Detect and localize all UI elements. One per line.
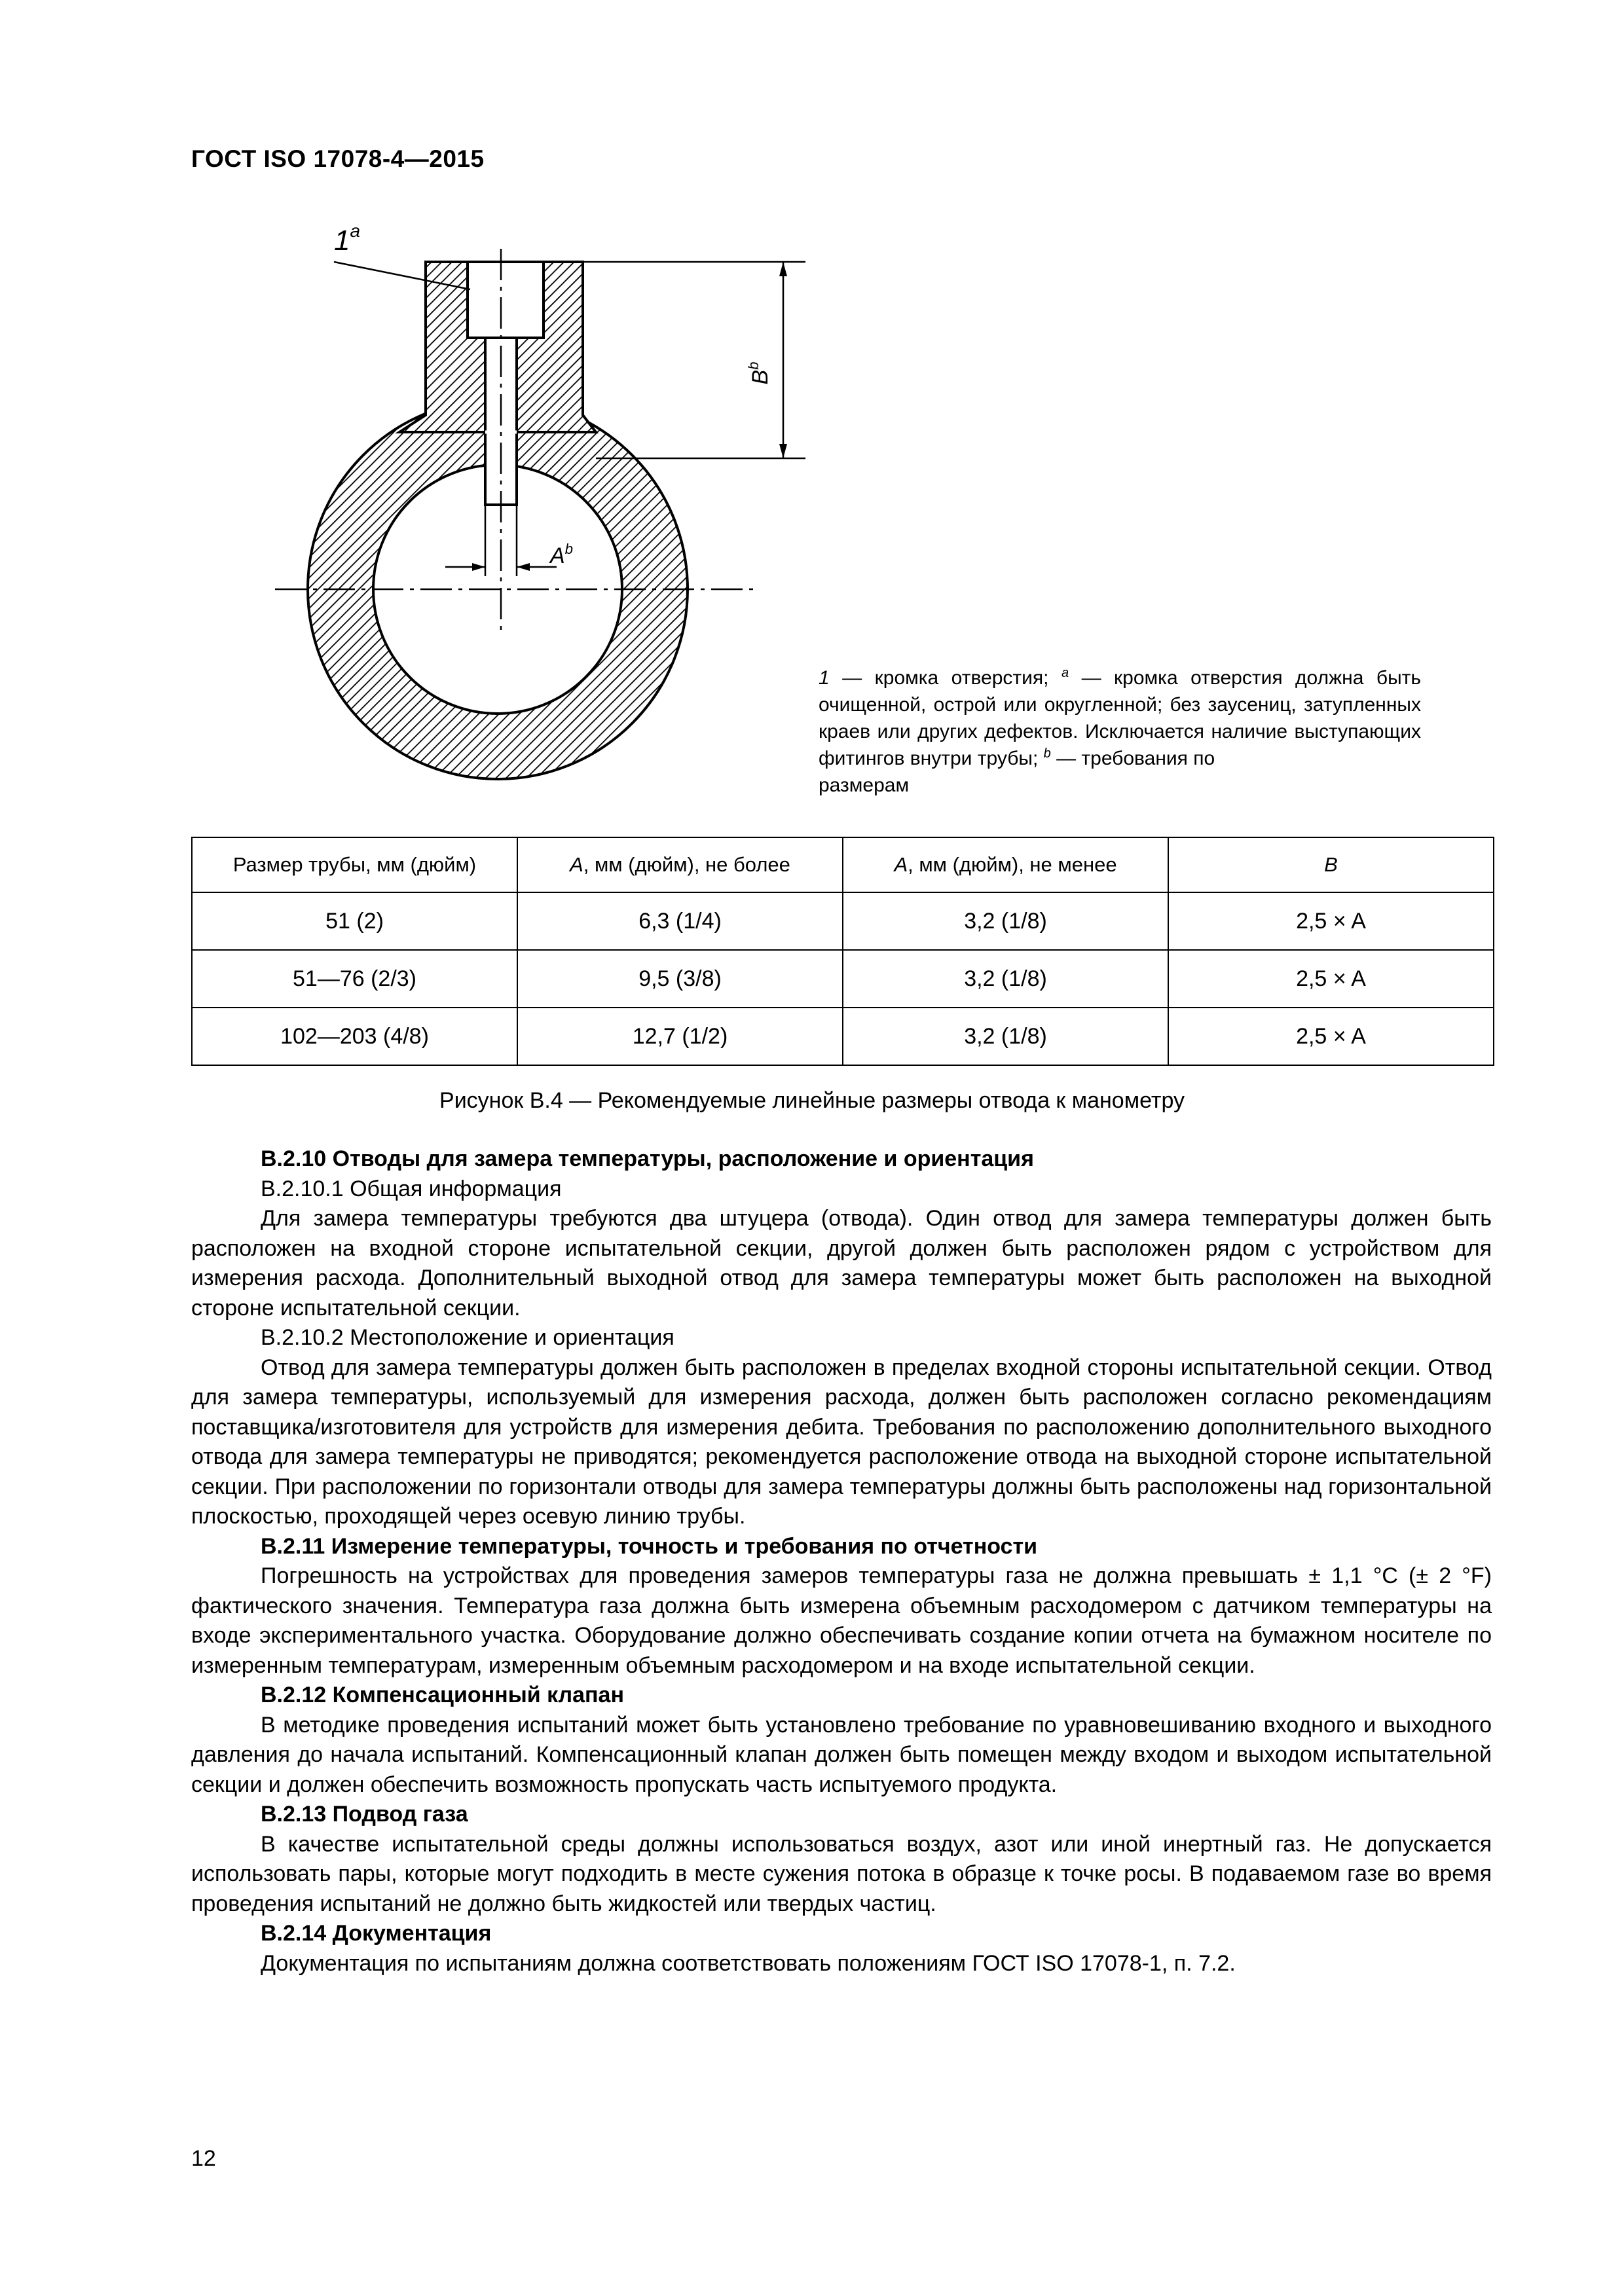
- col-a-min: A, мм (дюйм), не менее: [843, 837, 1168, 892]
- col-a-max: A, мм (дюйм), не более: [517, 837, 843, 892]
- page-number: 12: [191, 2146, 216, 2171]
- paragraph: Погрешность на устройствах для проведения замеров температуры газа не должна превышать ± 1,1 °С (± 2 °F) фактического значения. Температура газа должна быть измерена объемным расходомером с датчиком температуры на входе экспериментального участка. Оборудование должно обеспечивать создание копии отчета на бумажном носителе по измеренным температурам, измеренным объемным расходомером и на входе испытательной секции.: [191, 1563, 1492, 1678]
- cell: 3,2 (1/8): [843, 892, 1168, 950]
- col-pipe-size: Размер трубы, мм (дюйм): [192, 837, 517, 892]
- section-heading: В.2.13 Подвод газа: [261, 1802, 468, 1827]
- section-heading: В.2.14 Документация: [261, 1921, 492, 1946]
- paragraph: В методике проведения испытаний может быть установлено требование по уравновешиванию входного и выходного давления до начала испытаний. Компенсационный клапан должен быть помещен между входом и выходом испытательной секции и должен обеспечить возможность пропускать часть испытуемого продукта.: [191, 1712, 1492, 1797]
- table-row: [192, 892, 1494, 950]
- cell: 102—203 (4/8): [192, 1008, 517, 1065]
- counterbore: [468, 262, 544, 338]
- figure-caption: Рисунок В.4 — Рекомендуемые линейные размеры отвода к манометру: [439, 1088, 1185, 1113]
- cell: 2,5 × A: [1168, 950, 1494, 1008]
- cell: 9,5 (3/8): [517, 950, 843, 1008]
- cell: 2,5 × A: [1168, 892, 1494, 950]
- cell: 12,7 (1/2): [517, 1008, 843, 1065]
- section-heading: В.2.12 Компенсационный клапан: [261, 1683, 625, 1707]
- cell: 3,2 (1/8): [843, 950, 1168, 1008]
- cell: 51—76 (2/3): [192, 950, 517, 1008]
- table-row: [192, 950, 1494, 1008]
- paragraph: Документация по испытаниям должна соответствовать положениям ГОСТ ISO 17078-1, п. 7.2.: [261, 1950, 1236, 1976]
- cell: 6,3 (1/4): [517, 892, 843, 950]
- dimensions-table: [191, 837, 1494, 1066]
- col-b: B: [1168, 837, 1494, 892]
- pressure-tap-figure: [249, 210, 904, 812]
- dim-A-label: $A^b$: [550, 541, 573, 568]
- figure-legend: 1 — кромка отверстия; $^a$ — кромка отверстия должна быть очищенной, острой или округленной; без заусениц, затупленных краев или других дефектов. Исключается наличие выступающих фитингов внутри трубы; $^b$ — требования по размерам: [819, 665, 1421, 799]
- paragraph: Для замера температуры требуются два штуцера (отвода). Один отвод для замера температуры должен быть расположен на входной стороне испытательной секции, другой должен быть расположен рядом с устройством для измерения расхода. Дополнительный выходной отвод для замера температуры может быть расположен на выходной стороне испытательной секции.: [191, 1206, 1492, 1321]
- paragraph: В качестве испытательной среды должны использоваться воздух, азот или иной инертный газ. Не допускается использовать пары, которые могут подходить в месте сужения потока в образце к точке росы. В подаваемом газе во время проведения испытаний не должно быть жидкостей или твердых частиц.: [191, 1831, 1492, 1916]
- dim-B-label: $B^b$: [745, 361, 773, 385]
- section-heading: В.2.10 Отводы для замера температуры, расположение и ориентация: [261, 1146, 1034, 1171]
- cell: 51 (2): [192, 892, 517, 950]
- body-text: [191, 1144, 1492, 1978]
- callout-1a: 1$^a$: [334, 221, 361, 257]
- cell: 2,5 × A: [1168, 1008, 1494, 1065]
- document-header: ГОСТ ISO 17078-4—2015: [191, 145, 485, 172]
- table-header-row: [192, 837, 1494, 892]
- subsection-heading: В.2.10.2 Местоположение и ориентация: [261, 1325, 674, 1350]
- paragraph: Отвод для замера температуры должен быть расположен в пределах входной стороны испытательной секции. Отвод для замера температуры, используемый для измерения расхода, должен быть расположен согласно рекомендациям поставщика/изготовителя для устройств для измерения дебита. Требования по расположению дополнительного выходного отвода для замера температуры не приводятся; рекомендуется расположение отвода на выходной стороне испытательной секции. При расположении по горизонтали отводы для замера температуры должны быть расположены над горизонтальной плоскостью, проходящей через осевую линию трубы.: [191, 1355, 1492, 1529]
- section-heading: В.2.11 Измерение температуры, точность и требования по отчетности: [261, 1533, 1038, 1559]
- cell: 3,2 (1/8): [843, 1008, 1168, 1065]
- subsection-heading: В.2.10.1 Общая информация: [261, 1176, 562, 1201]
- table-row: [192, 1008, 1494, 1065]
- legend-last-line: размерам: [819, 774, 910, 796]
